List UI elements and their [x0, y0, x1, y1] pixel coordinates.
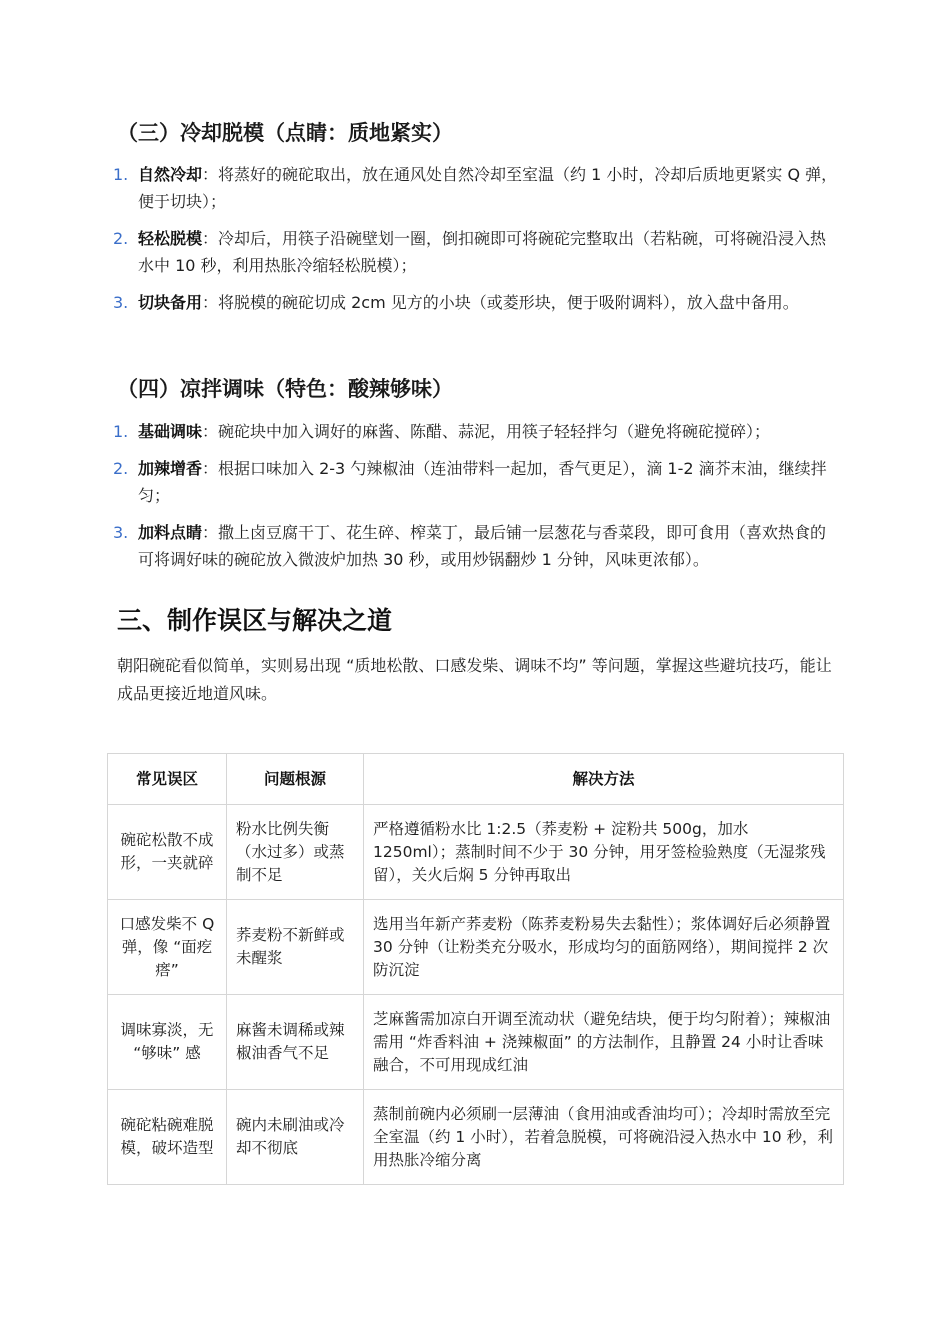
- list-item: [113, 161, 838, 215]
- step-label: 自然冷却: [138, 165, 203, 184]
- mistake-cell: 碗砣粘碗难脱模，破坏造型: [108, 1090, 227, 1185]
- table-row: [108, 900, 844, 995]
- mistakes-table: [107, 753, 844, 1185]
- list-number: 1.: [113, 165, 129, 184]
- step-text: ：将蒸好的碗砣取出，放在通风处自然冷却至室温（约 1 小时，冷却后质地更紧实 Q 弹，便于切块）；: [138, 165, 838, 211]
- cause-cell: 荞麦粉不新鲜或未醒浆: [227, 900, 364, 995]
- cause-cell: 麻酱未调稀或辣椒油香气不足: [227, 995, 364, 1090]
- seasoning-steps-list: [113, 418, 838, 583]
- solution-cell: 选用当年新产荞麦粉（陈荞麦粉易失去黏性）；浆体调好后必须静置 30 分钟（让粉类充分吸水，形成均匀的面筋网络），期间搅拌 2 次防沉淀: [364, 900, 844, 995]
- solution-cell: 芝麻酱需加凉白开调至流动状（避免结块，便于均匀附着）；辣椒油需用 “炸香料油 + 浇辣椒面” 的方法制作，且静置 24 小时让香味融合，不可用现成红油: [364, 995, 844, 1090]
- column-header-solution: 解决方法: [364, 754, 844, 805]
- mistake-cell: 口感发柴不 Q 弹，像 “面疙瘩”: [108, 900, 227, 995]
- solution-cell: 蒸制前碗内必须刷一层薄油（食用油或香油均可）；冷却时需放至完全室温（约 1 小时），若着急脱模，可将碗沿浸入热水中 10 秒，利用热胀冷缩分离: [364, 1090, 844, 1185]
- step-label: 加辣增香: [138, 459, 203, 478]
- cause-cell: 碗内未刷油或冷却不彻底: [227, 1090, 364, 1185]
- cooling-steps-list: [113, 161, 838, 326]
- list-number: 2.: [113, 459, 129, 478]
- list-item: [113, 289, 838, 316]
- list-number: 1.: [113, 422, 129, 441]
- mistake-cell: 碗砣松散不成形，一夹就碎: [108, 805, 227, 900]
- step-label: 加料点睛: [138, 523, 203, 542]
- list-number: 3.: [113, 293, 129, 312]
- step-text: ：撒上卤豆腐干丁、花生碎、榨菜丁，最后铺一层葱花与香菜段，即可食用（喜欢热食的可将调好味的碗砣放入微波炉加热 30 秒，或用炒锅翻炒 1 分钟，风味更浓郁）。: [138, 523, 827, 569]
- step-text: ：将脱模的碗砣切成 2cm 见方的小块（或菱形块，便于吸附调料），放入盘中备用。: [202, 293, 799, 312]
- column-header-mistake: 常见误区: [108, 754, 227, 805]
- intro-paragraph: 朝阳碗砣看似简单，实则易出现 “质地松散、口感发柴、调味不均” 等问题，掌握这些避坑技巧，能让成品更接近地道风味。: [117, 656, 832, 703]
- cause-cell: 粉水比例失衡（水过多）或蒸制不足: [227, 805, 364, 900]
- list-item: [113, 418, 838, 445]
- step-label: 轻松脱模: [138, 229, 203, 248]
- part-heading-mistakes: 三、制作误区与解决之道: [117, 606, 393, 635]
- table-row: [108, 805, 844, 900]
- step-label: 切块备用: [138, 293, 203, 312]
- mistake-cell: 调味寡淡，无 “够味” 感: [108, 995, 227, 1090]
- solution-cell: 严格遵循粉水比 1:2.5（荞麦粉 + 淀粉共 500g，加水 1250ml）；蒸制时间不少于 30 分钟，用牙签检验熟度（无湿浆残留），关火后焖 5 分钟再取出: [364, 805, 844, 900]
- list-number: 3.: [113, 523, 129, 542]
- step-text: ：碗砣块中加入调好的麻酱、陈醋、蒜泥，用筷子轻轻拌匀（避免将碗砣搅碎）；: [202, 422, 771, 441]
- list-number: 2.: [113, 229, 129, 248]
- step-label: 基础调味: [138, 422, 203, 441]
- step-text: ：根据口味加入 2-3 勺辣椒油（连油带料一起加，香气更足），滴 1-2 滴芥末油，继续拌匀；: [138, 459, 827, 505]
- list-item: [113, 519, 838, 573]
- list-item: [113, 455, 838, 509]
- table-header-row: [108, 754, 844, 805]
- section-heading-cooling: （三）冷却脱模（点睛：质地紧实）: [117, 121, 453, 145]
- section-heading-seasoning: （四）凉拌调味（特色：酸辣够味）: [117, 377, 453, 401]
- column-header-cause: 问题根源: [227, 754, 364, 805]
- table-row: [108, 1090, 844, 1185]
- table-row: [108, 995, 844, 1090]
- step-text: ：冷却后，用筷子沿碗壁划一圈，倒扣碗即可将碗砣完整取出（若粘碗，可将碗沿浸入热水中 10 秒，利用热胀冷缩轻松脱模）；: [138, 229, 827, 275]
- list-item: [113, 225, 838, 279]
